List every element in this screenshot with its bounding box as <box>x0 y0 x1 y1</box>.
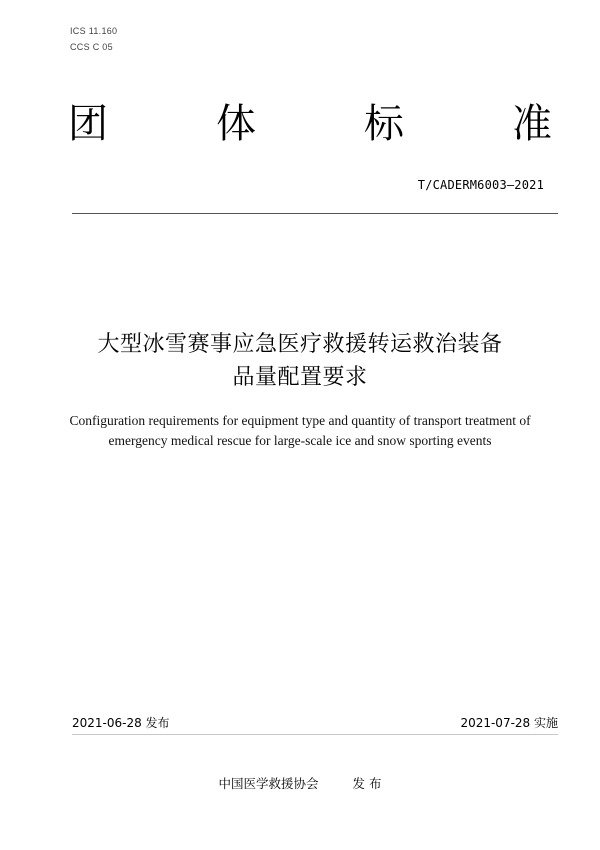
footer-divider <box>72 734 558 735</box>
chinese-title <box>0 328 600 394</box>
title-char-3: 标 <box>364 101 404 147</box>
publisher <box>0 776 600 792</box>
standard-number: T/CADERM6003—2021 <box>417 178 544 192</box>
publisher-organization: 中国医学救援协会 <box>218 776 319 791</box>
title-char-1: 团 <box>68 101 108 147</box>
title-char-2: 体 <box>216 101 256 147</box>
english-title-line-1: Configuration requirements for equipment type and quantity of transport treatment of <box>69 413 531 428</box>
publisher-action: 发 布 <box>352 776 382 791</box>
ccs-code: CCS C 05 <box>70 42 113 52</box>
english-title-line-2: emergency medical rescue for large-scale ice and snow sporting events <box>108 433 492 448</box>
title-char-4: 准 <box>512 101 552 147</box>
implementation-date: 2021-07-28 实施 <box>460 716 558 730</box>
document-type-title <box>68 96 552 152</box>
header-divider <box>72 213 558 214</box>
chinese-title-line-2: 品量配置要求 <box>232 365 368 390</box>
chinese-title-line-1: 大型冰雪赛事应急医疗救援转运救治装备 <box>97 332 503 357</box>
publish-date: 2021-06-28 发布 <box>72 716 170 730</box>
ics-code: ICS 11.160 <box>70 26 118 36</box>
date-row <box>72 716 558 730</box>
english-title <box>0 411 600 451</box>
